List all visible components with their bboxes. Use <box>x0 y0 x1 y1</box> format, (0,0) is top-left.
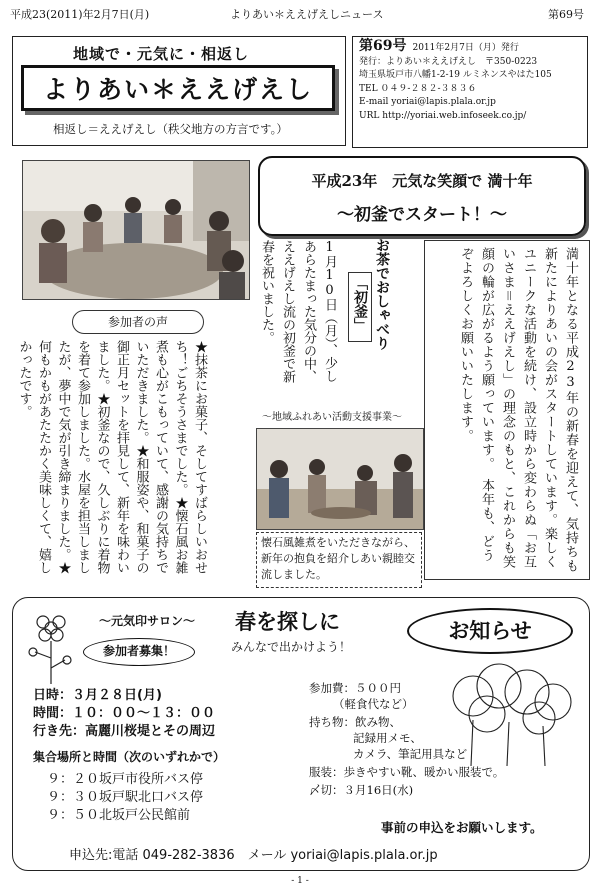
article-title-box <box>258 156 586 236</box>
contact-info: 申込先:電話 049-282-3836 メール yoriai@lapis.plala.or.jp <box>69 848 438 863</box>
flower-icon <box>21 608 81 688</box>
fee: 参加費：５００円 <box>309 681 401 695</box>
meal-photo <box>256 428 424 530</box>
header-issue: 第69号 <box>548 8 584 21</box>
photo-caption: 懐石風雑煮をいただきながら、新年の抱負を紹介しあい親睦交流しました。 <box>256 532 422 588</box>
tea-heading: お茶でおしゃべり <box>374 238 390 350</box>
article-body: 満十年となる平成23年の新春を迎えて、気持ちも新たによりあいの会がスタートしています。楽しくユニークな活動を続け、設立時から変わらぬ「お互いさま＝ええげえし」の理念のもと、これからも笑顔の輪が広がるよう願っています。 本年も、どうぞよろしくお願いいたします。 <box>458 247 578 573</box>
meeting-point-3: ９：５０北坂戸公民館前 <box>47 808 191 823</box>
address: 埼玉県坂戸市八幡1-2-19 ルミネンスやはた105 <box>359 70 552 80</box>
issue-number: 第69号 <box>359 38 407 54</box>
dress-code: 服装：歩きやすい靴、暖かい服装で。 <box>309 765 505 779</box>
support-program-label: ～地域ふれあい活動支援事業～ <box>262 412 402 423</box>
fee-note: （軽食代など） <box>333 697 414 711</box>
masthead-tagline: 地域で・元気に・相返し <box>73 45 250 63</box>
notice-heading: 春を探しに <box>235 609 340 634</box>
hatsugama-heading: 「初釜」 <box>348 272 372 342</box>
participants-voice-label: 参加者の声 <box>72 310 204 334</box>
article-body-box <box>424 240 590 580</box>
event-date: 日時：３月２８日(月) <box>33 688 162 703</box>
tea-party-photo <box>22 160 250 300</box>
website-url[interactable]: URL http://yoriai.web.infoseek.co.jp/ <box>359 110 527 121</box>
announcement-badge: お知らせ <box>407 608 573 654</box>
deadline: 〆切：３月16日(水) <box>309 783 414 797</box>
masthead <box>12 36 346 146</box>
notice-subheading: みんなで出かけよう！ <box>231 640 352 654</box>
recruiting-badge: 参加者募集！ <box>83 638 195 666</box>
article-title: 平成23年 元気な笑顔で 満十年 <box>311 172 533 190</box>
salon-label: ～元気印サロン～ <box>99 614 196 628</box>
items-to-bring: 持ち物：飲み物、 <box>309 715 401 729</box>
items-camera: カメラ、筆記用具など <box>353 747 468 761</box>
header-date: 平成23(2011)年2月7日(月) <box>10 8 150 21</box>
header-newsletter-name: よりあい＊ええげえしニュース <box>230 8 384 21</box>
spring-notice-box <box>12 597 590 871</box>
masthead-title: よりあい＊ええげえし <box>21 65 335 111</box>
apply-notice: 事前の申込をお願いします。 <box>381 820 543 835</box>
meeting-point-1: ９：２０坂戸市役所バス停 <box>47 772 204 787</box>
email[interactable]: E-mail yoriai@lapis.plala.or.jp <box>359 97 496 107</box>
meeting-point-2: ９：３０坂戸駅北口バス停 <box>47 790 204 805</box>
event-destination: 行き先：高麗川桜堤とその周辺 <box>33 724 216 739</box>
meeting-title: 集合場所と時間（次のいずれかで） <box>33 750 226 764</box>
zip-code: 〒350-0223 <box>485 56 538 67</box>
publisher: 発行：よりあい＊ええげえし <box>359 56 477 67</box>
items-memo: 記録用メモ、 <box>353 731 422 745</box>
cherry-tree-icon <box>443 662 583 772</box>
issue-info <box>352 36 588 148</box>
event-time: 時間：１０：００～１３：００ <box>33 706 216 721</box>
masthead-subtitle: 相返し＝ええげえし（秩父地方の方言です。） <box>53 122 288 136</box>
event-description: 1月10日（月）、少しあらたまった気分の中、ええげえし流の初釜で新春を祝いました。 <box>259 240 337 383</box>
participants-voice-text: ★抹茶にお菓子、そしてすばらしいおせち！ごちそうさまでした。★懐石風お雑煮も心がこもっていて、感謝の気持ちでいただきました。★和服姿や、和菓子の御正月セットを拝見して、新年を味わいました。★初釜なので、久しぶりに着物を着て参加しました。水屋を担当しましたが、夢中で気が引き締まりました。★何もかもがあたたかく美味しくて、嬉しかったです。 <box>16 340 207 574</box>
article-subtitle: ～初釜でスタート！～ <box>337 205 507 225</box>
issue-date: 2011年2月7日（月）発行 <box>412 43 519 53</box>
telephone: TEL ０４９-２８２-３８３６ <box>359 83 477 94</box>
page-number: - 1 - <box>291 876 309 886</box>
